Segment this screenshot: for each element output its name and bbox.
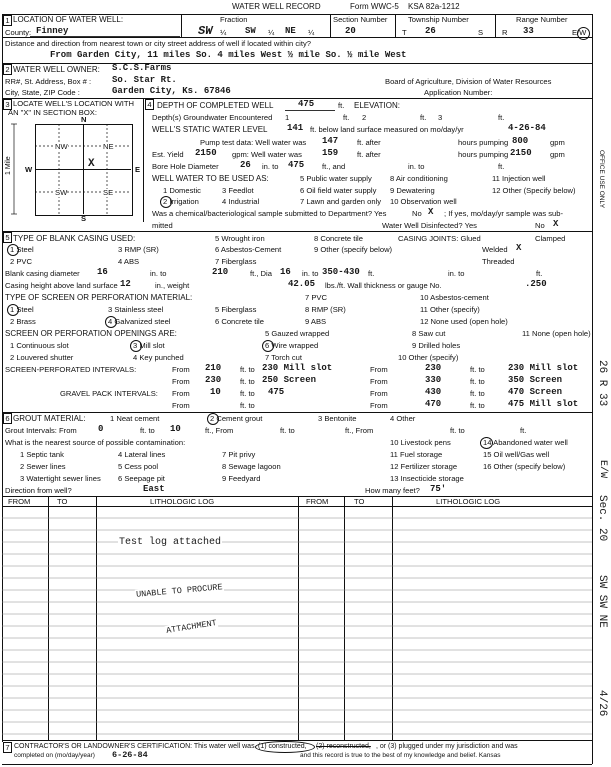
openings-label: SCREEN OR PERFORATION OPENINGS ARE: <box>5 329 177 338</box>
north-label: N <box>81 115 87 124</box>
margin-fraction-note: SW SW NE <box>596 575 608 628</box>
address-label: RR#, St. Address, Box # : <box>5 77 92 86</box>
cert-reconstructed: (2) reconstructed, <box>316 743 371 750</box>
pump-level-2: 159 <box>322 148 339 158</box>
water-well-record-form: WATER WELL RECORD Form WWC-5 KSA 82a-1212 1 LOCATION OF WATER WELL: County: Finney Fraction SW ¼ SW ¼ NE ¼ Section Number 20 Township Number T 26 S Range Number R 33 E/W Distance and direction from nearest town or city street address of well if located within city? From Garden City, 11 miles So. 4 miles West ½ mile So. ½ mile West 2 WATER WELL OWNER: S.C.S.Farms RR#, St. Address, Box # : So. Star Rt. City, State, ZIP Code : Garden City, Ks. 67846 Board of Agriculture, Division of Water Resources Application Number: 3 LOCATE WELL'S LOCATION WITH AN "X" IN SECTION BOX: N S W E NW NE SW SE X 1 Mile 4 DEPTH OF COMPLETED WELL 475 ft. ELEVATION: Depth(s) Groundwater Encountered 1 ft. 2 ft. 3 ft. WELL'S STATIC WATER LEVEL 141 ft. below land surface measured on mo/day/yr 4-26-84 Pump test data: Well water was 147 ft. after hours pumping 800 gpm Est. Yield 2150 gpm: Well water was 159 ft. after hours pumping 2150 gpm Bore Hole Diameter 26 in. to 475 ft., and in. to ft. WELL WATER TO BE USED AS: 5 Public water supply 8 Air conditioning 11 Injection well 1 Domestic 3 Feedlot 6 Oil field water supply 9 Dewatering 12 Other (Specify below) 2 Irrigation 4 Industrial 7 Lawn and garden only 10 Observation well Was a chemical/bacteriological sample submitted to Department? Yes No X ; If yes, mo/day/yr sample was sub- mitted Water Well Disinfected? Yes No X 5 TYPE OF BLANK CASING USED: 5 Wrought iron 8 Concrete tile CASING JOINTS: Glued Clamped 1 Steel 3 RMP (SR) 6 Asbestos-Cement 9 Other (specify below) Welded X 2 PVC 4 ABS 7 Fiberglass Threaded Blank casing diameter 16 in. to 210 ft., Dia 16 in. to 350-430 ft. in. to ft. Casing height above land surface 12 in., weight 42.05 lbs./ft. Wall thickness or gauge No. .250 TYPE OF SCREEN OR PERFORATION MATERIAL: 7 PVC 10 Asbestos-cement 1 Steel 3 Stainless steel 5 Fiberglass 8 RMP (SR) 11 Other (specify) 2 Brass 4 Galvanized steel 6 Concrete tile 9 ABS 12 None used (open hole) SCREEN OR PERFORATION OPENINGS ARE: 5 Gauzed wrapped 8 Saw cut 11 None (open hole) 1 Continuous slot 3 Mill slot 6 Wire wrapped 9 Drilled holes 2 Louvered shutter 4 Key punched 7 Torch cut 10 Other (specify) SCREEN-PERFORATED INTERVALS: From 210 ft. to 230 Mill slot From 230 ft. to 230 Mill slot From 230 ft. to 250 Screen From 330 ft. to 350 Screen GRAVEL PACK INTERVALS: From 10 ft. to 475 From 430 ft. to 470 Screen From ft. to From 470 ft. to 475 Mill slot 6 GROUT MATERIAL: 1 Neat cement 2 Cement grout 3 Bentonite 4 Other Grout Intervals: From 0 ft. to 10 ft., From ft. to ft., From ft. to ft. What is the nearest source of possible contamination: 10 Livestock pens 14 Abandoned water well 1 Septic tank 4 Lateral lines 7 Pit privy 11 Fuel storage 15 Oil well/Gas well 2 Sewer lines 5 Cess pool 8 Sewage lagoon 12 Fertilizer storage 16 Other (specify below) 3 Watertight sewer lines 6 Seepage pit 9 Feedyard 13 Insecticide storage Direction from well? East How many feet? 75' FROM TO LITHOLOGIC LOG FROM TO LITHOLOGIC LOG Test log attached UNABLE TO PROCURE ATTACHMENT 7 <box>0 0 611 767</box>
pump-level-1: 147 <box>322 136 339 146</box>
elevation-label: ELEVATION: <box>354 101 400 110</box>
completed-label: completed on (mo/day/year) <box>14 752 95 759</box>
distance-label: Distance and direction from nearest town or city street address of well if located within city? <box>5 39 311 48</box>
margin-section-note: Sec. 20 <box>596 495 608 542</box>
section-number-4: 4 <box>145 99 154 110</box>
section-label: Section Number <box>333 15 388 24</box>
disinfected-label: Water Well Disinfected? Yes <box>382 221 477 230</box>
screen-galvanized: 4 Galvanized steel <box>108 317 171 326</box>
fraction-label: Fraction <box>220 15 248 24</box>
chem-label: Was a chemical/bacteriological sample submitted to Department? Yes <box>152 209 387 218</box>
section-number-3: 3 <box>3 99 12 110</box>
fraction-q1: SW <box>198 24 213 38</box>
fraction-q2: SW <box>245 26 256 36</box>
section-number-5: 5 <box>3 232 12 243</box>
bore-label: Bore Hole Diameter <box>152 162 219 171</box>
casing-label: TYPE OF BLANK CASING USED: <box>13 234 136 243</box>
depth-value: 475 <box>298 99 315 109</box>
screen-label: TYPE OF SCREEN OR PERFORATION MATERIAL: <box>5 293 193 302</box>
cert-constructed: (1) constructed, <box>258 743 307 750</box>
locate-label: LOCATE WELL'S LOCATION WITH <box>13 99 134 108</box>
address-value: So. Star Rt. <box>112 75 177 85</box>
city-value: Garden City, Ks. 67846 <box>112 86 231 96</box>
use-label: WELL WATER TO BE USED AS: <box>152 174 269 183</box>
static-level-label: WELL'S STATIC WATER LEVEL <box>152 125 268 134</box>
grout-label: GROUT MATERIAL: <box>13 414 86 423</box>
west-label: W <box>25 165 33 174</box>
bore-value: 26 <box>240 160 251 170</box>
south-label: S <box>81 214 87 223</box>
gravel-label: GRAVEL PACK INTERVALS: <box>60 389 158 398</box>
height-label: Casing height above land surface <box>5 281 118 290</box>
range-direction: E/W <box>572 28 587 37</box>
form-title: WATER WELL RECORD <box>232 2 321 11</box>
se-label: SE <box>103 188 114 197</box>
fraction-q3: NE <box>285 26 296 36</box>
form-number: Form WWC-5 <box>350 2 399 11</box>
pump-test-label: Pump test data: Well water was <box>200 138 307 147</box>
locate-label-2: AN "X" IN SECTION BOX: <box>8 108 97 117</box>
depth-label: DEPTH OF COMPLETED WELL <box>157 101 274 110</box>
margin-date-note: 4/26 <box>596 690 608 717</box>
log-from-header: FROM <box>8 497 31 506</box>
mile-label: 1 Mile <box>5 156 12 175</box>
application-label: Application Number: <box>424 88 493 97</box>
how-many-feet-label: How many feet? <box>365 486 420 495</box>
margin-range-note: 26 R 33 <box>596 360 608 407</box>
range-value: 33 <box>523 26 534 36</box>
log-litho-header: LITHOLOGIC LOG <box>150 497 215 506</box>
opening-mill-slot: 3 Mill slot <box>133 341 165 350</box>
bore-to-value: 475 <box>288 160 305 170</box>
board-label: Board of Agriculture, Division of Water Resources <box>385 77 552 86</box>
owner-name: S.C.S.Farms <box>112 63 172 73</box>
pump-gpm-1: 800 <box>512 136 529 146</box>
use-irrigation: 2 Irrigation <box>163 197 199 206</box>
township-value: 26 <box>425 26 436 36</box>
county-label: County: <box>5 28 32 37</box>
static-level-date: 4-26-84 <box>508 123 546 133</box>
margin-ew-note: E/W <box>597 460 608 479</box>
section-number-1: 1 <box>3 15 12 26</box>
section-number-7: 7 <box>3 742 12 753</box>
sw-label: SW <box>55 188 68 197</box>
log-stamp-unable: UNABLE TO PROCURE <box>135 582 223 600</box>
log-stamp-attachment: ATTACHMENT <box>165 618 218 636</box>
ksa-number: KSA 82a-1212 <box>408 2 460 11</box>
range-label: Range Number <box>516 15 568 24</box>
yield-value: 2150 <box>195 148 217 158</box>
office-use-label: OFFICE USE ONLY <box>598 150 605 209</box>
east-label: E <box>135 165 141 174</box>
contamination-label: What is the nearest source of possible contamination: <box>5 438 186 447</box>
yield-label: Est. Yield <box>152 150 184 159</box>
nw-label: NW <box>55 142 68 151</box>
ne-label: NE <box>103 142 114 151</box>
location-label: LOCATION OF WATER WELL: <box>13 15 124 24</box>
section-number-6: 6 <box>3 413 12 424</box>
log-note-attached: Test log attached <box>119 537 222 548</box>
opening-wire-wrapped: 6 Wire wrapped <box>265 341 319 350</box>
perforated-label: SCREEN-PERFORATED INTERVALS: <box>5 365 137 374</box>
section-number-2: 2 <box>3 64 12 75</box>
grout-cement: 2 Cement grout <box>210 414 263 423</box>
county-value: Finney <box>36 26 69 36</box>
screen-steel: 1 Steel <box>10 305 34 314</box>
direction-value: East <box>143 484 165 494</box>
township-label: Township Number <box>408 15 469 24</box>
grout-intervals-label: Grout Intervals: From <box>5 426 77 435</box>
certification-area: CONTRACTOR'S OR LANDOWNER'S CERTIFICATION: This water well was (1) constructed, (2) reconstructed, , or (3) plugged under my jurisdiction and was completed on (mo/day/year) 6-26-84 and this record is true to the best of my knowledge and belief. Kansas <box>14 743 518 760</box>
groundwater-label: Depth(s) Groundwater Encountered <box>152 113 273 122</box>
well-location-mark: X <box>88 158 95 170</box>
diameter-label: Blank casing diameter <box>5 269 80 278</box>
direction-label: Direction from well? <box>5 486 72 495</box>
cert-label: CONTRACTOR'S OR LANDOWNER'S CERTIFICATION: This water well was <box>14 743 255 750</box>
how-many-feet-value: 75' <box>430 484 447 494</box>
completed-value: 6-26-84 <box>112 750 148 760</box>
casing-steel: 1 Steel <box>10 245 34 254</box>
static-level-value: 141 <box>287 123 304 133</box>
distance-value: From Garden City, 11 miles So. 4 miles West ½ mile So. ½ mile West <box>50 50 407 60</box>
section-value: 20 <box>345 26 356 36</box>
city-label: City, State, ZIP Code : <box>5 88 80 97</box>
pump-gpm-2: 2150 <box>510 148 532 158</box>
owner-label: WATER WELL OWNER: <box>13 65 100 74</box>
joints-label: CASING JOINTS: Glued <box>398 234 481 243</box>
contam-abandoned-well: 14 Abandoned water well <box>483 438 568 447</box>
log-to-header: TO <box>57 497 68 506</box>
